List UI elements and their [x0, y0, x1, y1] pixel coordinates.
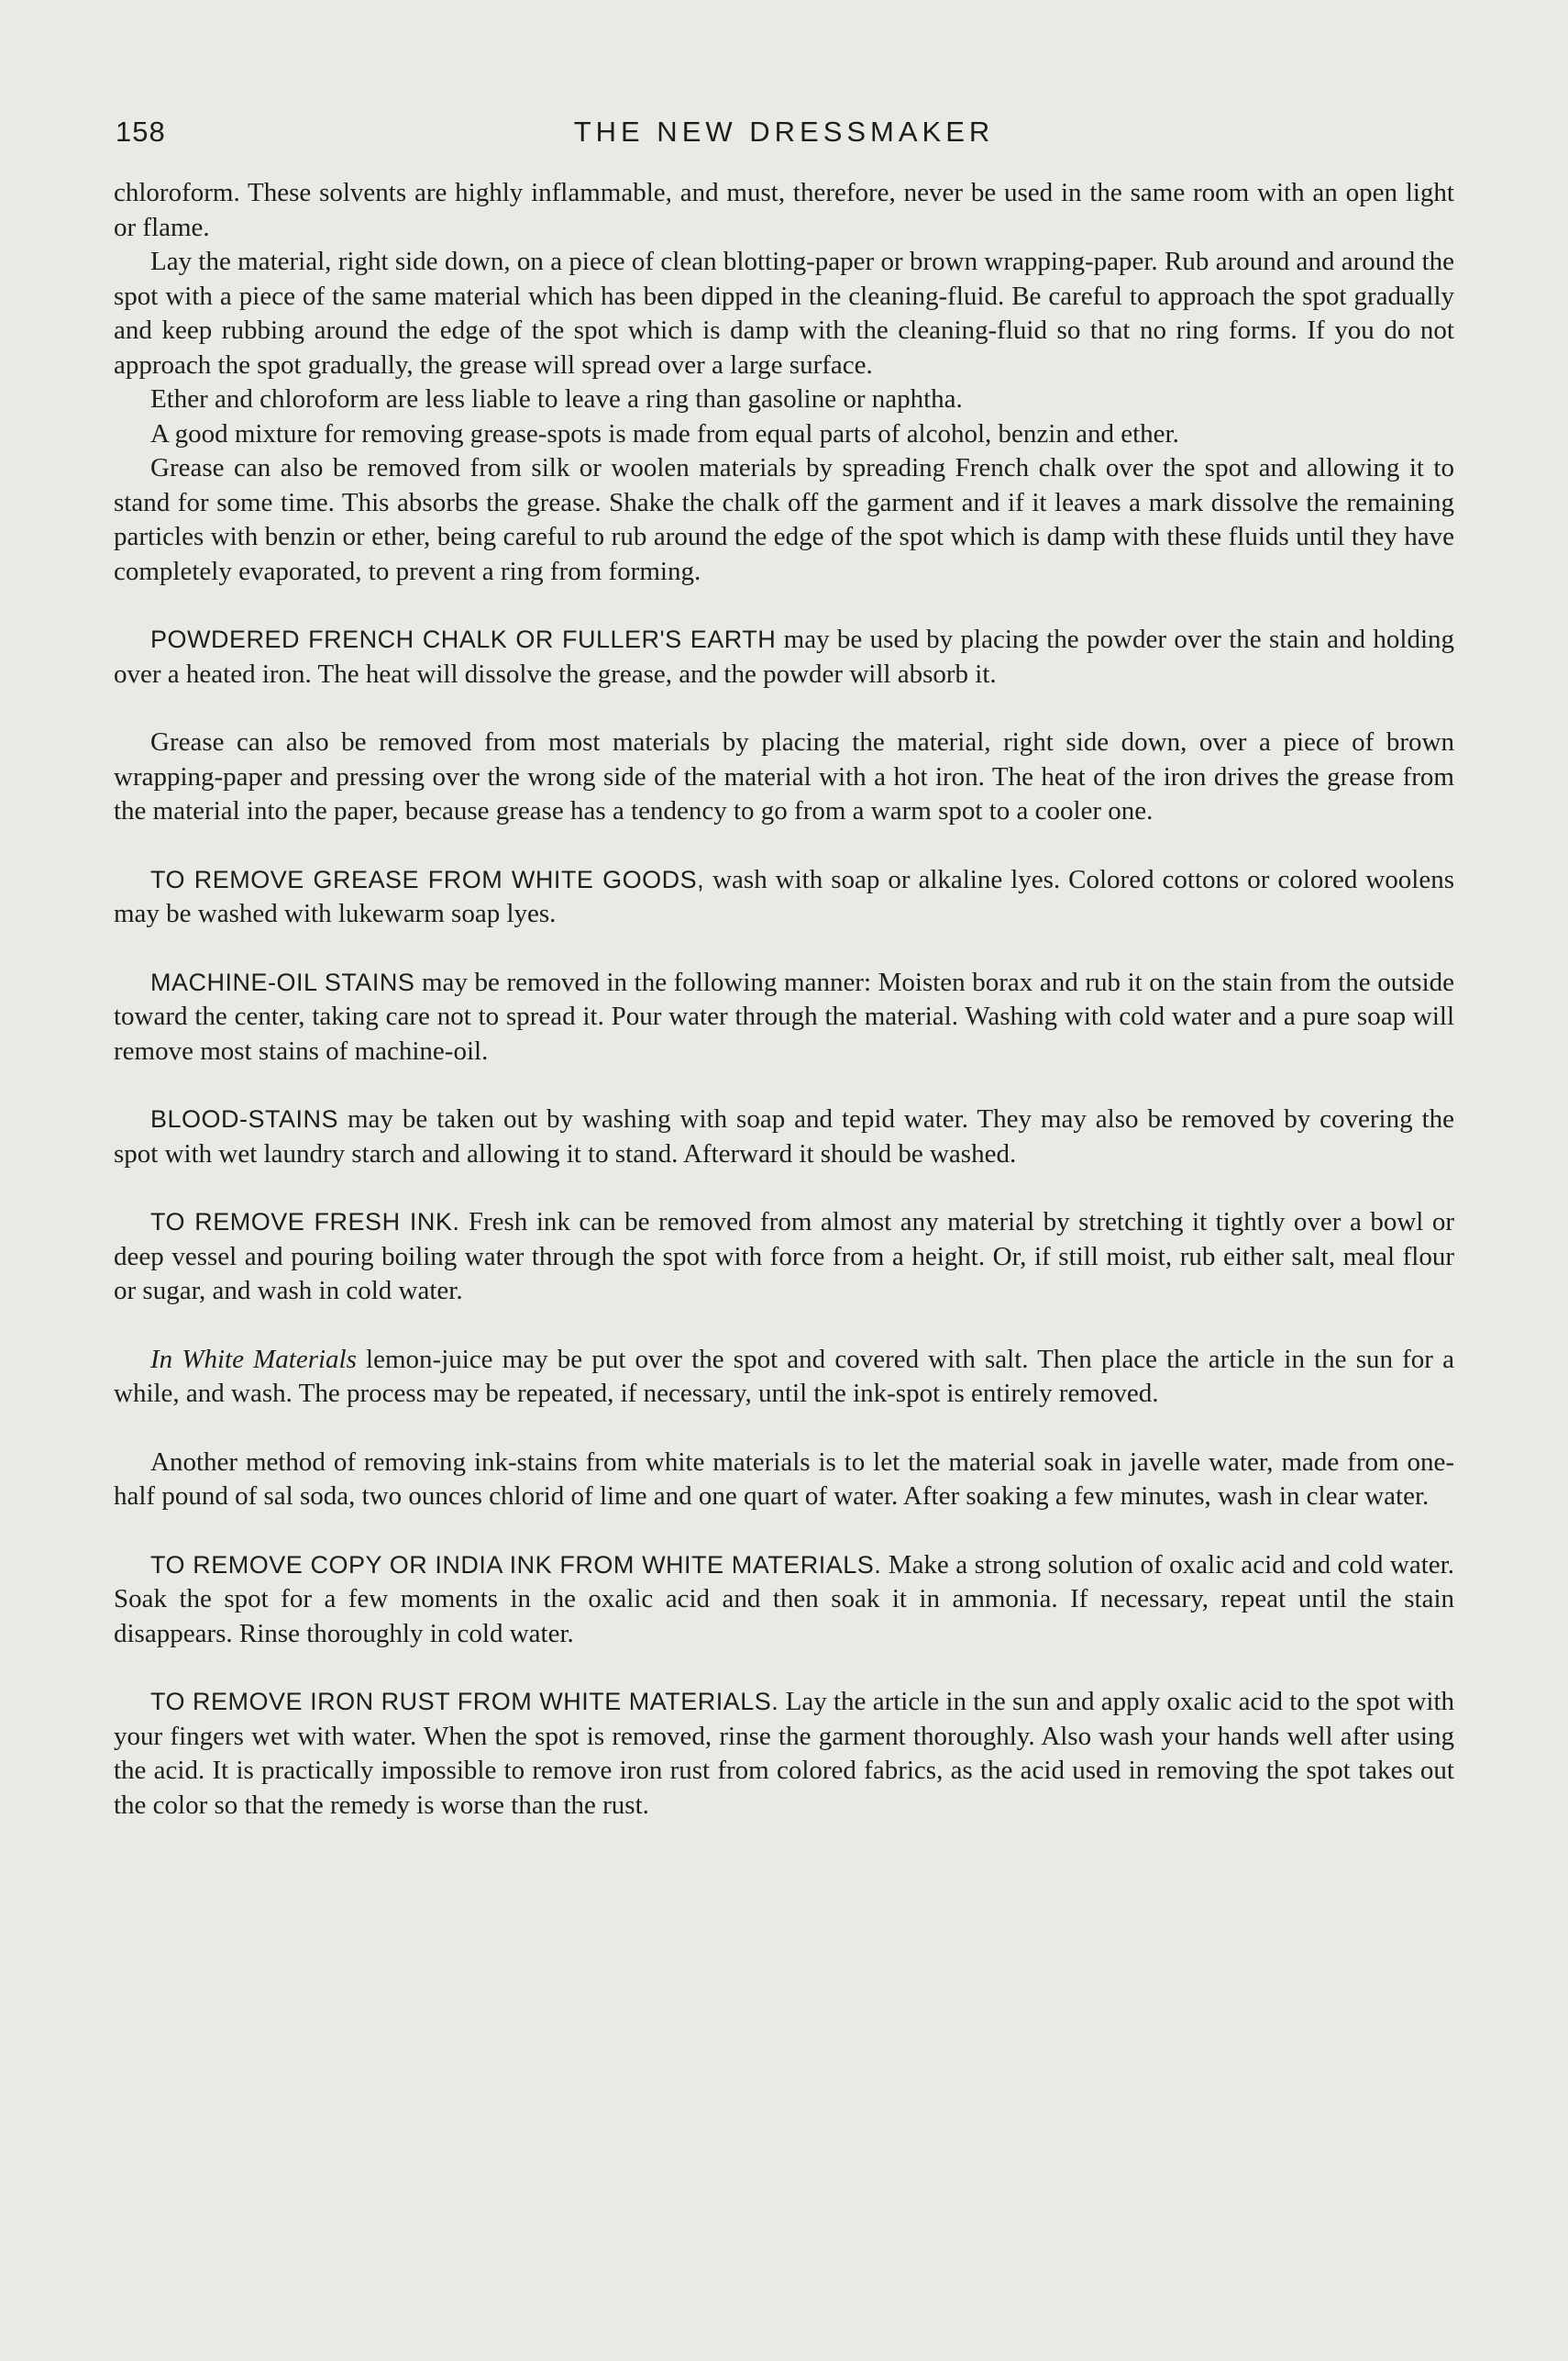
- page-body: [114, 176, 1454, 1823]
- page: [114, 112, 1454, 1823]
- paragraph-india-ink: [114, 1548, 1454, 1652]
- paragraph-text: lemon-juice may be put over the spot and covered with salt. Then place the article in the sun for a while, and wash. The process may be repeated, if necessary, until the ink-spot is entirely removed.: [114, 1344, 1454, 1408]
- page-header: [114, 112, 1454, 160]
- paragraph-machine-oil: [114, 966, 1454, 1070]
- paragraph-blood-stains: [114, 1103, 1454, 1171]
- paragraph-fresh-ink: [114, 1205, 1454, 1309]
- paragraph-text: may be used by placing the powder over the stain and holding over a heated iron. The heat will dissolve the grease, and the powder will absorb it.: [114, 625, 1454, 689]
- section-lead: TO REMOVE COPY OR INDIA INK FROM WHITE MATERIALS.: [150, 1550, 882, 1579]
- paragraph-javelle-water: [114, 1446, 1454, 1514]
- paragraph-text: Grease can also be removed from most materials by placing the material, right side down, over a piece of brown wrapping-paper and pressing over the wrong side of the material with a hot iron. The heat of the iron drives the grease from the material into the paper, because grease has a tendency to go from a warm spot to a cooler one.: [114, 727, 1454, 826]
- paragraph-french-chalk: [114, 623, 1454, 692]
- running-head: THE NEW DRESSMAKER: [573, 116, 995, 148]
- paragraph-text: Make a strong solution of oxalic acid and cold water. Soak the spot for a few moments in the oxalic acid and then soak it in ammonia. If necessary, repeat until the stain disappears. Rinse thoroughly in cold water.: [114, 1549, 1454, 1648]
- paragraph-3: [114, 382, 1454, 417]
- section-lead: POWDERED FRENCH CHALK OR FULLER'S EARTH: [150, 626, 777, 653]
- paragraph-text: Another method of removing ink-stains from white materials is to let the material soak in javelle water, made from one-half pound of sal soda, two ounces chlorid of lime and one quart of water. After soaking a few minutes, wash in clear water.: [114, 1447, 1454, 1511]
- paragraph-2: [114, 245, 1454, 382]
- paragraph-text: Fresh ink can be removed from almost any material by stretching it tightly over a bowl or deep vessel and pouring boiling water through the spot with force from a height. Or, if still moist, rub either salt, meal flour or sugar, and wash in cold water.: [114, 1207, 1454, 1305]
- section-lead: TO REMOVE IRON RUST FROM WHITE MATERIALS.: [150, 1688, 779, 1715]
- paragraph-white-goods: [114, 863, 1454, 932]
- paragraph-text: Lay the article in the sun and apply oxalic acid to the spot with your fingers wet with water. When the spot is removed, rinse the garment thoroughly. Also wash your hands well after using the acid. It is practically impossible to remove iron rust from colored fabrics, as the acid used in removing the spot takes out the color so that the remedy is worse than the rust.: [114, 1687, 1454, 1820]
- paragraph-text: may be taken out by washing with soap and tepid water. They may also be removed by covering the spot with wet laundry starch and allowing it to stand. Afterward it should be washed.: [114, 1104, 1454, 1169]
- section-lead: MACHINE-OIL STAINS: [150, 968, 415, 996]
- paragraph-text: Ether and chloroform are less liable to leave a ring than gasoline or naphtha.: [150, 384, 963, 414]
- paragraph-iron-rust: [114, 1685, 1454, 1823]
- paragraph-white-materials: [114, 1343, 1454, 1412]
- paragraph-5: [114, 451, 1454, 589]
- paragraph-text: A good mixture for removing grease-spots is made from equal parts of alcohol, benzin and ether.: [150, 418, 1179, 449]
- section-lead: TO REMOVE GREASE FROM WHITE GOODS,: [150, 865, 705, 893]
- paragraph-text: wash with soap or alkaline lyes. Colored cottons or colored woolens may be washed with lukewarm soap lyes.: [114, 864, 1454, 928]
- section-lead: TO REMOVE FRESH INK.: [150, 1208, 460, 1236]
- paragraph-text: chloroform. These solvents are highly inflammable, and must, therefore, never be used in the same room with an open light or flame.: [114, 178, 1454, 242]
- section-lead: BLOOD-STAINS: [150, 1105, 339, 1133]
- paragraph-text: may be removed in the following manner: Moisten borax and rub it on the stain from the outside toward the center, taking care not to spread it. Pour water through the material. Washing with cold water and a pure soap will remove most stains of machine-oil.: [114, 967, 1455, 1066]
- paragraph-hot-iron: [114, 726, 1454, 829]
- paragraph-text: Lay the material, right side down, on a piece of clean blotting-paper or brown wrapping-paper. Rub around and around the spot with a piece of the same material which has been dipped in the cleaning-fluid. Be careful to approach the spot gradually and keep rubbing around the edge of the spot which is damp with the cleaning-fluid so that no ring forms. If you do not approach the spot gradually, the grease will spread over a large surface.: [114, 247, 1454, 380]
- italic-lead: In White Materials: [150, 1344, 357, 1374]
- paragraph-1: [114, 176, 1454, 245]
- paragraph-4: [114, 417, 1454, 452]
- paragraph-text: Grease can also be removed from silk or woolen materials by spreading French chalk over the spot and allowing it to stand for some time. This absorbs the grease. Shake the chalk off the garment and if it leaves a mark dissolve the remaining particles with benzin or ether, being careful to rub around the edge of the spot which is damp with these fluids until they have completely evaporated, to prevent a ring from forming.: [114, 453, 1454, 586]
- page-number: 158: [116, 116, 166, 148]
